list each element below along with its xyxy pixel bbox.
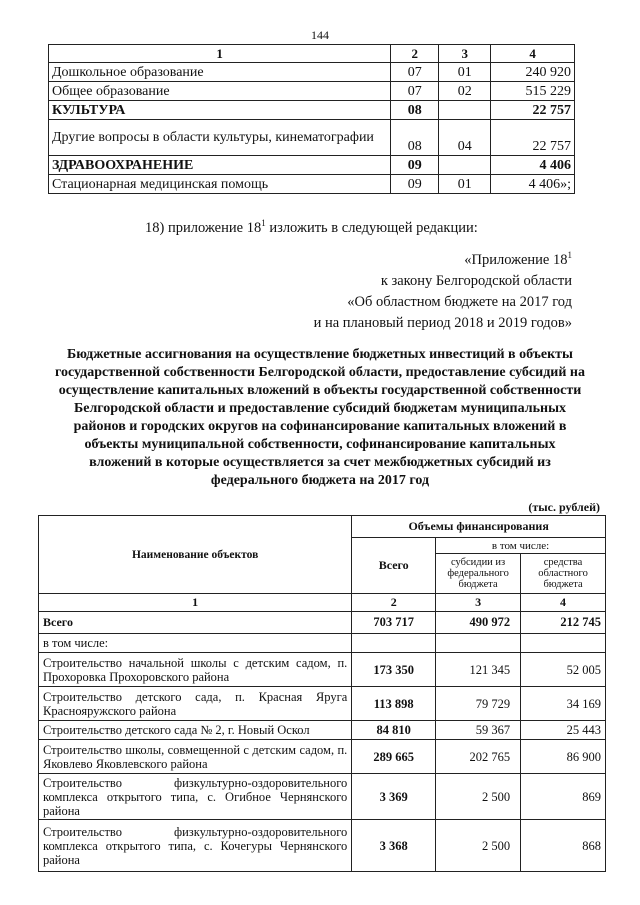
object-federal: 79 729: [436, 687, 521, 721]
section-name: КУЛЬТУРА: [49, 101, 391, 120]
table-index-row: [39, 594, 606, 612]
page-number: 144: [311, 28, 329, 42]
header-object-name: Наименование объектов: [39, 516, 352, 594]
table-row: [49, 120, 575, 156]
subsection-code: 01: [439, 63, 491, 82]
subsection-code: [439, 101, 491, 120]
header-col-3: 3: [439, 45, 491, 63]
section-sum: 4 406»;: [491, 175, 575, 194]
object-name: Строительство начальной школы с детским садом, п. Прохоровка Прохоровского района: [39, 653, 352, 687]
amendment-suffix: изложить в следующей редакции:: [265, 220, 478, 236]
table-row: [49, 101, 575, 120]
section-code: 09: [391, 175, 439, 194]
table-row: [49, 63, 575, 82]
object-total: 173 350: [352, 653, 436, 687]
object-regional: 86 900: [521, 740, 606, 774]
header-regional-funds: средства областного бюджета: [521, 554, 606, 594]
table-row: [39, 820, 606, 872]
table-row: [39, 687, 606, 721]
table-row: [49, 156, 575, 175]
object-regional: 869: [521, 774, 606, 820]
section-sum: 22 757: [491, 101, 575, 120]
table-row: [39, 740, 606, 774]
section-code: 07: [391, 63, 439, 82]
amendment-prefix: 18) приложение 18: [145, 220, 262, 236]
index-col-4: 4: [521, 594, 606, 612]
object-regional: 25 443: [521, 721, 606, 740]
grand-total-sum: 703 717: [352, 612, 436, 634]
table-row: [39, 721, 606, 740]
index-col-2: 2: [352, 594, 436, 612]
grand-total-label: Всего: [39, 612, 352, 634]
section-name: ЗДРАВООХРАНЕНИЕ: [49, 156, 391, 175]
object-total: 113 898: [352, 687, 436, 721]
section-sum: 4 406: [491, 156, 575, 175]
object-federal: 2 500: [436, 774, 521, 820]
index-col-3: 3: [436, 594, 521, 612]
object-name: Строительство физкультурно-оздоровительного комплекса открытого типа, с. Кочегуры Чернянского района: [39, 820, 352, 872]
subsection-code: 04: [439, 120, 491, 156]
section-code: 09: [391, 156, 439, 175]
object-federal: 2 500: [436, 820, 521, 872]
object-regional: 868: [521, 820, 606, 872]
amendment-superscript: 1: [261, 218, 266, 229]
section-code: 08: [391, 120, 439, 156]
including-label: в том числе:: [39, 634, 352, 653]
table-row: [49, 82, 575, 101]
grand-total-row: [39, 612, 606, 634]
section-name: Другие вопросы в области культуры, кинематографии: [49, 120, 391, 156]
object-total: 289 665: [352, 740, 436, 774]
header-col-2: 2: [391, 45, 439, 63]
appendix-line-3: «Об областном бюджете на 2017 год: [347, 294, 572, 310]
object-regional: 52 005: [521, 653, 606, 687]
subsection-code: [439, 156, 491, 175]
header-financing-volumes: Объемы финансирования: [352, 516, 606, 538]
subsection-code: 02: [439, 82, 491, 101]
section-code: 07: [391, 82, 439, 101]
appendix-title: «Приложение $18^1$: [464, 250, 572, 268]
object-regional: 34 169: [521, 687, 606, 721]
object-total: 3 369: [352, 774, 436, 820]
appendix-block: [314, 250, 572, 334]
object-name: Строительство детского сада, п. Красная Яруга Краснояружского района: [39, 687, 352, 721]
units-label: (тыс. рублей): [528, 500, 600, 514]
grand-total-regional: 212 745: [521, 612, 606, 634]
section-code: 08: [391, 101, 439, 120]
object-name: Строительство школы, совмещенной с детским садом, п. Яковлево Яковлевского района: [39, 740, 352, 774]
object-name: Строительство физкультурно-оздоровительного комплекса открытого типа, с. Огибное Чернянского района: [39, 774, 352, 820]
table-header-row: [39, 516, 606, 538]
section-sum: 22 757: [491, 120, 575, 156]
including-row: [39, 634, 606, 653]
object-total: 84 810: [352, 721, 436, 740]
budget-sections-table: [48, 44, 575, 194]
index-col-1: 1: [39, 594, 352, 612]
amendment-line: [145, 220, 478, 237]
table-row: [39, 653, 606, 687]
table-row: [39, 774, 606, 820]
header-total: Всего: [352, 538, 436, 594]
grand-total-federal: 490 972: [436, 612, 521, 634]
section-sum: 240 920: [491, 63, 575, 82]
appendix-line-4: и на плановый период 2018 и 2019 годов»: [313, 315, 572, 331]
object-federal: 202 765: [436, 740, 521, 774]
appendix-line-2: к закону Белгородской области: [380, 273, 572, 289]
document-heading: Бюджетные ассигнования на осуществление бюджетных инвестиций в объекты государственной собственности Белгородской области, предоставление субсидий на осуществление капитальных вложений в объекты государственной собственности Белгородской области и предоставление субсидий бюджетам муниципальных районов и городских округов на софинансирование капитальных вложений в объекты муниципальной собственности, софинансирование капитальных вложений в которые осуществляется за счет межбюджетных субсидий из федерального бюджета на 2017 год: [54, 347, 585, 488]
investments-table: [38, 515, 606, 872]
header-including: в том числе:: [436, 538, 606, 554]
subsection-code: 01: [439, 175, 491, 194]
table-row: [49, 175, 575, 194]
section-name: Дошкольное образование: [49, 63, 391, 82]
section-sum: 515 229: [491, 82, 575, 101]
header-col-4: 4: [491, 45, 575, 63]
table-header-row: [49, 45, 575, 63]
section-name: Общее образование: [49, 82, 391, 101]
appendix-superscript: 1: [567, 250, 572, 261]
header-federal-subsidies: субсидии из федерального бюджета: [436, 554, 521, 594]
object-federal: 121 345: [436, 653, 521, 687]
section-name: Стационарная медицинская помощь: [49, 175, 391, 194]
header-col-1: 1: [49, 45, 391, 63]
object-total: 3 368: [352, 820, 436, 872]
object-federal: 59 367: [436, 721, 521, 740]
object-name: Строительство детского сада № 2, г. Новый Оскол: [39, 721, 352, 740]
